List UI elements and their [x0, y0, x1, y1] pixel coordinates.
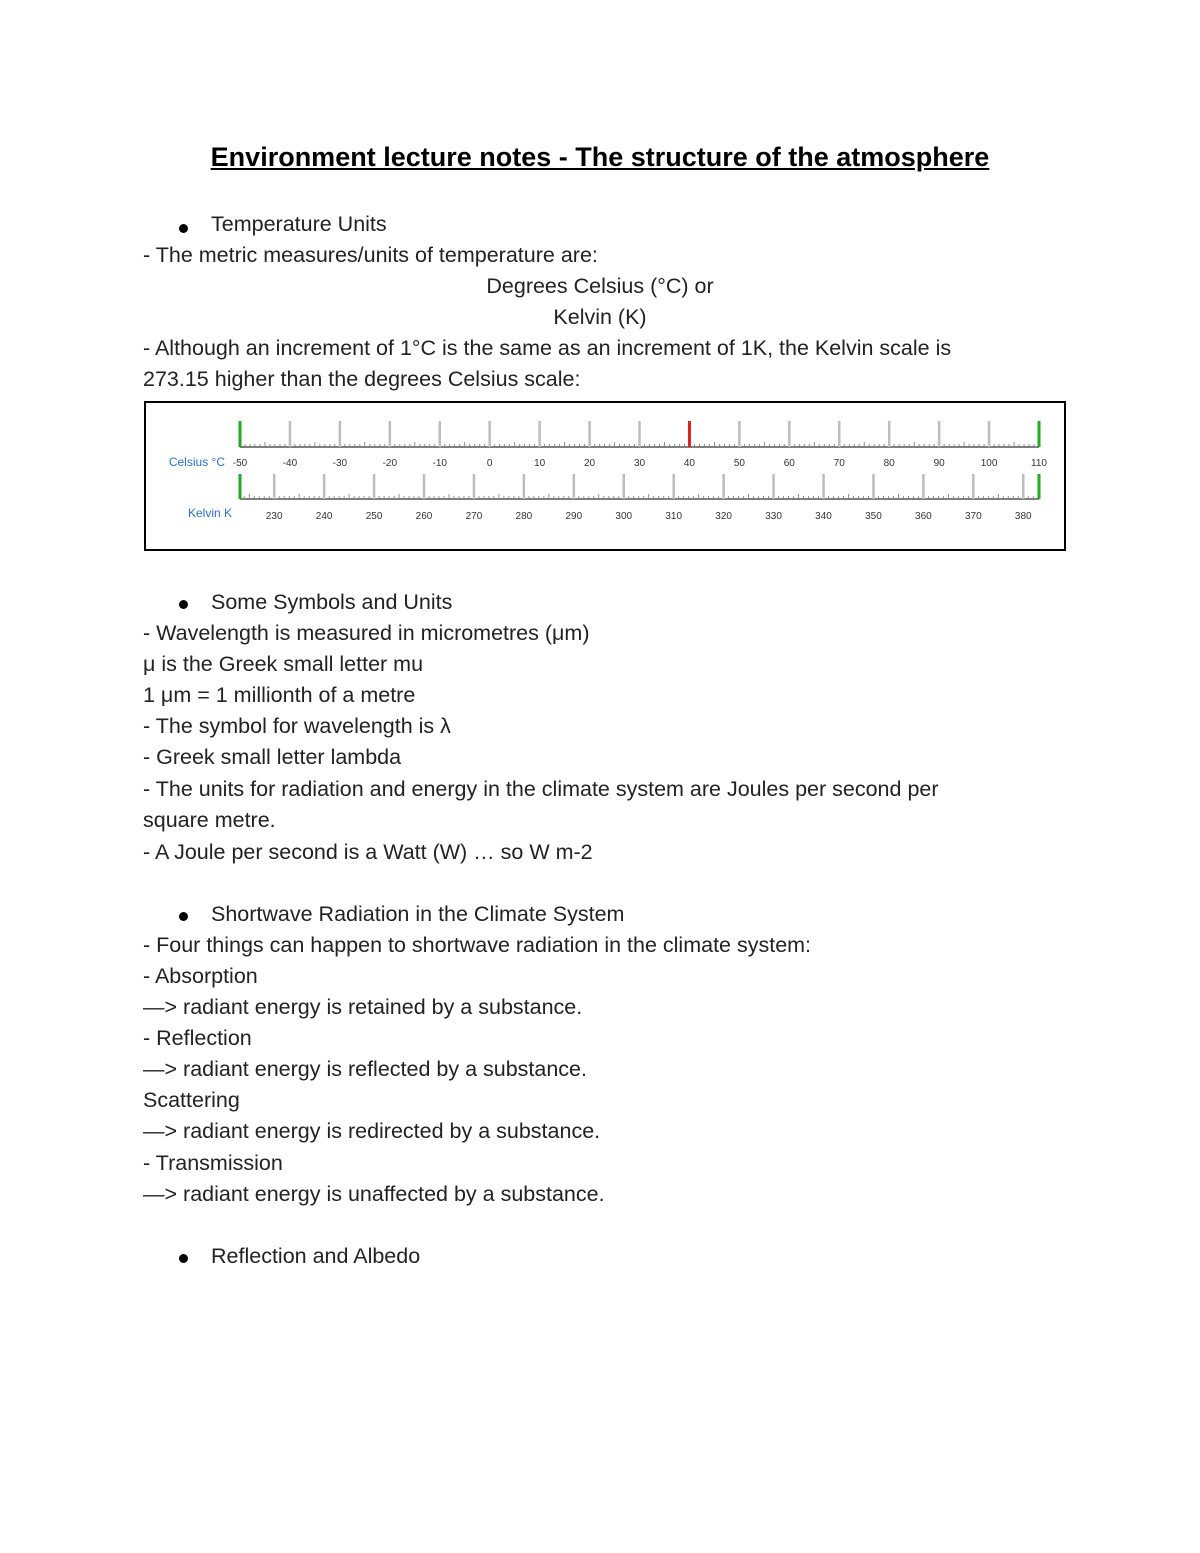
text-line: 1 μm = 1 millionth of a metre [143, 683, 416, 707]
text-line: —> radiant energy is redirected by a substance. [143, 1119, 601, 1143]
text-line: - Transmission [143, 1151, 283, 1175]
tick-label: -50 [232, 458, 248, 469]
tick-label: 250 [365, 511, 383, 522]
temperature-scale-chart [144, 401, 1066, 551]
text-line: —> radiant energy is retained by a substance. [143, 995, 583, 1019]
text-line: 273.15 higher than the degrees Celsius scale: [143, 367, 581, 391]
text-line: - The units for radiation and energy in the climate system are Joules per second per [143, 777, 939, 801]
text-line: - Four things can happen to shortwave radiation in the climate system: [143, 933, 812, 957]
tick-label: 110 [1031, 458, 1047, 469]
tick-label: 0 [486, 458, 493, 469]
tick-label: 70 [833, 458, 845, 469]
text-line: Scattering [143, 1088, 240, 1112]
page-title: Environment lecture notes - The structure of the atmosphere [210, 142, 990, 172]
tick-label: 360 [915, 511, 932, 522]
tick-label: 100 [980, 458, 998, 469]
section-heading-albedo: Reflection and Albedo [211, 1244, 421, 1268]
text-line: - The symbol for wavelength is λ [143, 714, 451, 738]
tick-label: 80 [883, 458, 895, 469]
tick-label: 230 [265, 511, 283, 522]
bullet-icon [179, 1254, 188, 1263]
tick-label: 90 [933, 458, 945, 469]
text-line: - The metric measures/units of temperature are: [143, 243, 598, 267]
tick-label: 10 [534, 458, 546, 469]
text-line: - A Joule per second is a Watt (W) … so W m-2 [143, 840, 593, 864]
section-heading-shortwave: Shortwave Radiation in the Climate System [211, 902, 625, 926]
scale-name-label: Celsius °C [168, 455, 225, 469]
tick-label: 30 [633, 458, 646, 469]
bullet-icon [179, 912, 188, 921]
text-line-centered: Kelvin (K) [553, 305, 647, 329]
tick-label: 60 [783, 458, 795, 469]
tick-label: 20 [584, 458, 596, 469]
tick-label: 380 [1014, 511, 1032, 522]
tick-label: 280 [515, 511, 533, 522]
scale-svg [146, 403, 1064, 549]
tick-label: 340 [815, 511, 832, 522]
tick-label: -30 [332, 458, 348, 469]
tick-label: 50 [733, 458, 745, 469]
section-heading-symbols: Some Symbols and Units [211, 590, 453, 614]
text-line-centered: Degrees Celsius (°C) or [486, 274, 714, 298]
tick-label: 40 [683, 458, 695, 469]
tick-label: 370 [964, 511, 982, 522]
text-line: —> radiant energy is unaffected by a substance. [143, 1182, 605, 1206]
tick-label: 320 [715, 511, 732, 522]
text-line: - Wavelength is measured in micrometres (μm) [143, 621, 590, 645]
text-line: - Greek small letter lambda [143, 745, 402, 769]
tick-label: 240 [315, 511, 333, 522]
bullet-icon [179, 224, 188, 233]
scale-name-label: Kelvin K [187, 506, 232, 520]
tick-label: -10 [432, 458, 447, 469]
tick-label: 290 [565, 511, 583, 522]
tick-label: 300 [615, 511, 633, 522]
tick-label: 330 [765, 511, 782, 522]
text-line: square metre. [143, 808, 276, 832]
tick-label: 270 [465, 511, 483, 522]
text-line: μ is the Greek small letter mu [143, 652, 424, 676]
tick-label: -40 [282, 458, 298, 469]
text-line: - Absorption [143, 964, 258, 988]
bullet-icon [179, 600, 188, 609]
tick-label: 350 [865, 511, 882, 522]
section-heading-temperature: Temperature Units [211, 212, 387, 236]
text-line: —> radiant energy is reflected by a substance. [143, 1057, 587, 1081]
text-line: - Reflection [143, 1026, 252, 1050]
text-line: - Although an increment of 1°C is the same as an increment of 1K, the Kelvin scale is [143, 336, 952, 360]
tick-label: -20 [382, 458, 398, 469]
tick-label: 260 [415, 511, 433, 522]
tick-label: 310 [665, 511, 683, 522]
